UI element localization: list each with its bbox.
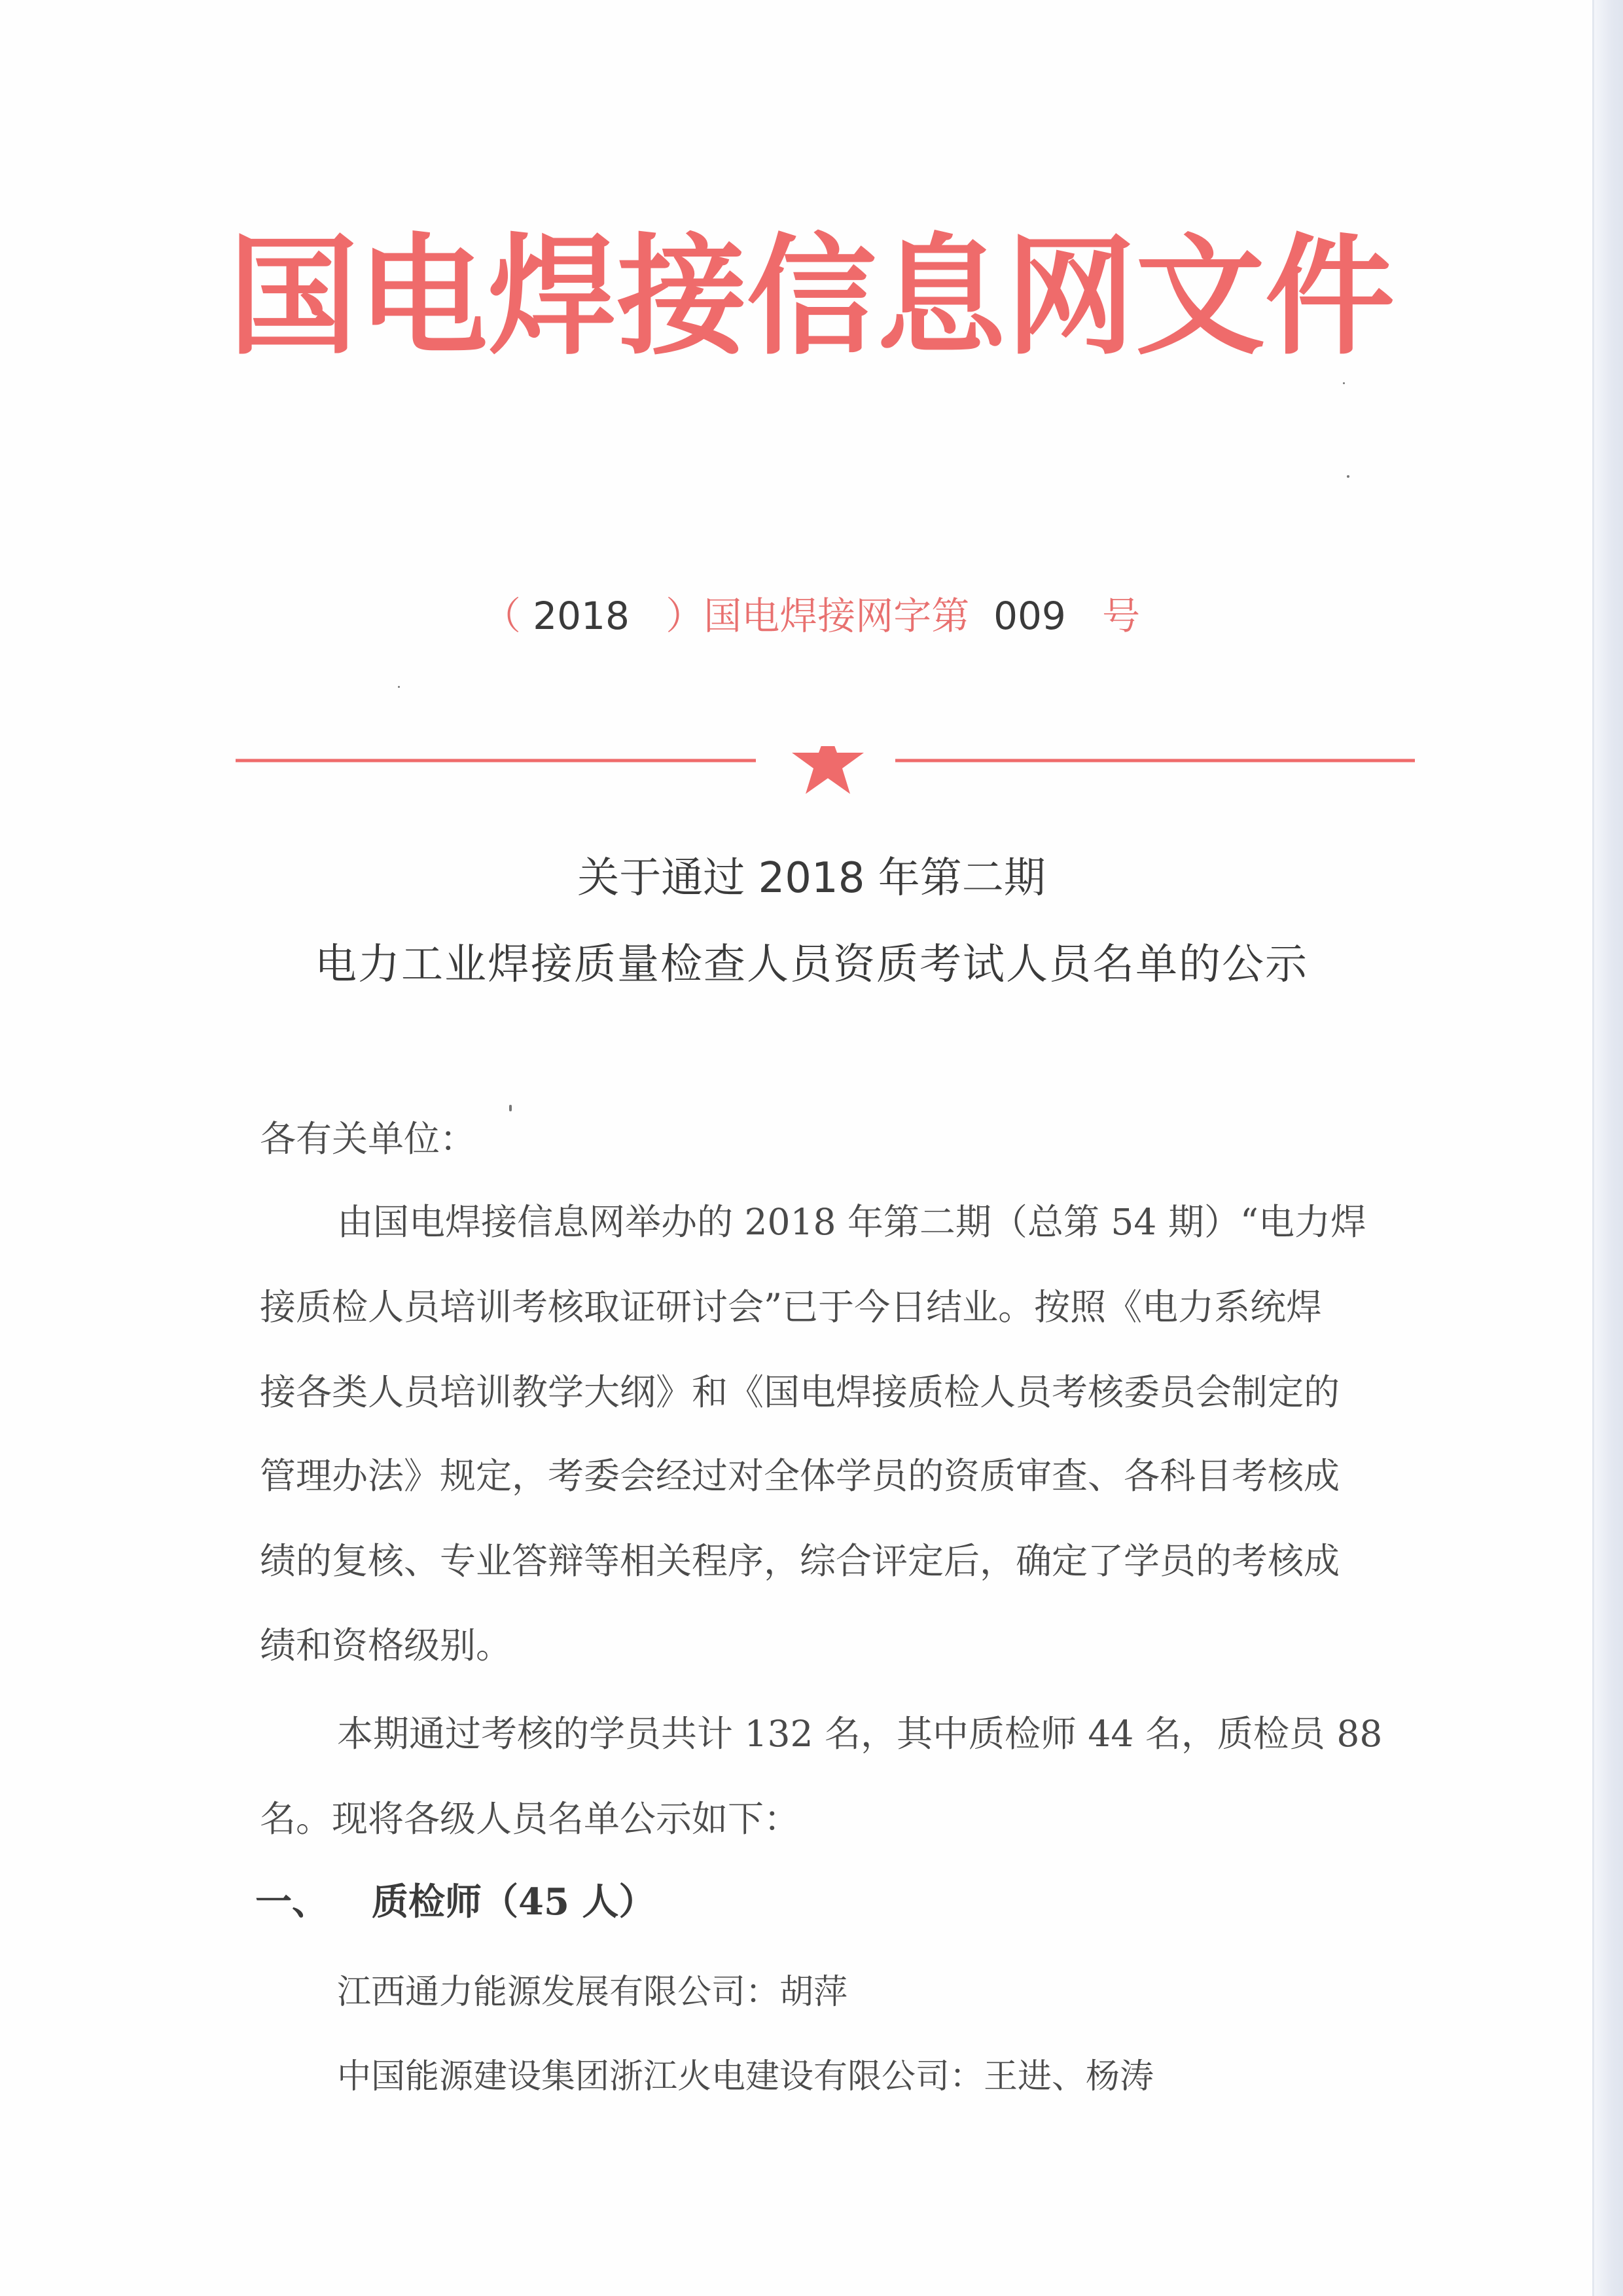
scan-speck <box>509 1105 512 1111</box>
doc-number-suffix: 号 <box>1102 594 1141 638</box>
list-item: 江西通力能源发展有限公司：胡萍 <box>337 1973 848 2012</box>
scan-speck <box>398 686 400 688</box>
doc-number-issuer: 国电焊接网字第 <box>704 594 970 638</box>
doc-number-close-paren: ） <box>666 594 704 638</box>
notice-title-line-2: 电力工业焊接质量检查人员资质考试人员名单的公示 <box>315 941 1308 989</box>
paragraph1-line: 管理办法》规定，考委会经过对全体学员的资质审查、各科目考核成 <box>260 1455 1340 1497</box>
doc-number-open-paren: （ <box>482 594 521 638</box>
paragraph1-line: 绩和资格级别。 <box>260 1624 512 1666</box>
document-number-line <box>0 594 1623 638</box>
paragraph1-line: 绩的复核、专业答辩等相关程序，综合评定后，确定了学员的考核成 <box>260 1540 1340 1582</box>
doc-number-value: 009 <box>993 594 1066 638</box>
paragraph1-line: 接质检人员培训考核取证研讨会”已于今日结业。按照《电力系统焊 <box>260 1286 1323 1328</box>
star-icon <box>792 746 864 794</box>
paragraph2-line: 名。现将各级人员名单公示如下： <box>260 1798 800 1840</box>
document-header-title: 国电焊接信息网文件 <box>228 221 1395 372</box>
notice-title-line-1: 关于通过 2018 年第二期 <box>577 854 1046 903</box>
doc-number-year: 2018 <box>533 594 630 638</box>
paragraph1-line: 由国电焊接信息网举办的 2018 年第二期（总第 54 期）“电力焊 <box>337 1201 1367 1243</box>
section-number: 一、 <box>255 1880 329 1924</box>
scan-speck <box>1343 382 1345 384</box>
red-divider <box>0 746 1623 825</box>
paragraph2-line: 本期通过考核的学员共计 132 名，其中质检师 44 名，质检员 88 <box>337 1713 1383 1755</box>
salutation: 各有关单位： <box>260 1118 476 1160</box>
list-item: 中国能源建设集团浙江火电建设有限公司：王进、杨涛 <box>337 2057 1154 2096</box>
section-title: 质检师（45 人） <box>372 1880 656 1924</box>
scan-speck <box>1347 475 1349 478</box>
paragraph1-line: 接各类人员培训教学大纲》和《国电焊接质检人员考核委员会制定的 <box>260 1371 1340 1413</box>
